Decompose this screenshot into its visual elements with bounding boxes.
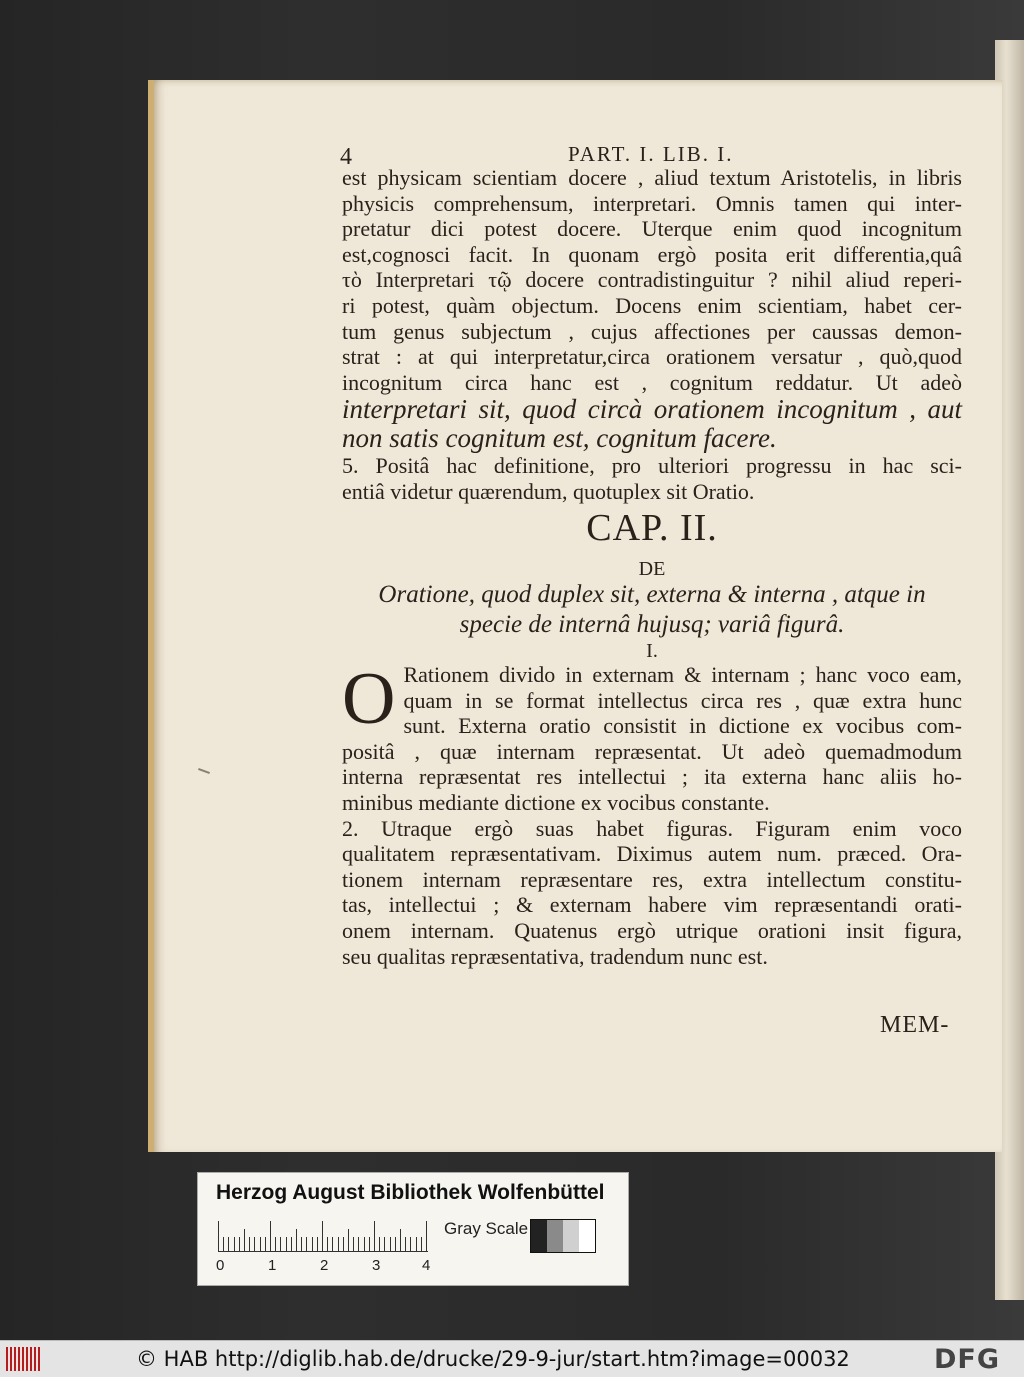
ruler-tick (254, 1237, 255, 1251)
ruler-number: 0 (216, 1257, 225, 1274)
ruler-number: 4 (422, 1257, 431, 1274)
barcode-bar (6, 1347, 8, 1371)
ruler-tick (390, 1237, 391, 1251)
barcode-bar (10, 1347, 12, 1371)
barcode-bar (18, 1347, 20, 1371)
text-line: strat : at qui interpretatur,circa orationem versatur , quò,quod (342, 344, 962, 370)
running-head: PART. I. LIB. I. (568, 142, 734, 166)
ruler-tick (260, 1237, 261, 1251)
ruler-tick (343, 1237, 344, 1251)
gray-swatch (563, 1220, 579, 1252)
text-line: ri potest, quàm objectum. Docens enim scientiam, habet cer- (342, 292, 962, 318)
chapter-subtitle (342, 580, 962, 640)
text-line: physicis comprehensum, interpretari. Omnis tamen qui inter- (342, 190, 962, 216)
barcode-bar (26, 1347, 28, 1371)
library-label-card (197, 1172, 629, 1286)
ruler-tick (353, 1237, 354, 1251)
ruler-tick (322, 1221, 323, 1251)
text-line: tas, intellectui ; & externam habere vim repræsentandi orati- (342, 892, 962, 918)
ruler-tick (312, 1237, 313, 1251)
gray-swatch (531, 1220, 547, 1252)
ruler-tick (369, 1237, 370, 1251)
ruler-tick (218, 1221, 219, 1251)
library-name: Herzog August Bibliothek Wolfenbüttel (216, 1181, 605, 1204)
italic-definition-line: interpretari sit, quod circà orationem incognitum , aut (342, 394, 962, 425)
footer-credit-link[interactable]: © HAB http://diglib.hab.de/drucke/29-9-jur/start.htm?image=00032 (136, 1347, 850, 1371)
text-line: interna repræsentat res intellectui ; ita externa hanc aliis ho- (342, 764, 962, 790)
text-line: est physicam scientiam docere , aliud textum Aristotelis, in libris (342, 165, 962, 190)
ruler-tick (296, 1229, 297, 1251)
paragraph-body (342, 658, 962, 969)
ruler-tick (291, 1237, 292, 1251)
ruler-tick (301, 1237, 302, 1251)
dfg-logo: DFG (934, 1344, 1001, 1375)
ruler-tick (410, 1237, 411, 1251)
chapter-subtitle-line: Oratione, quod duplex sit, externa & interna , atque in (378, 581, 926, 608)
ruler-tick (223, 1237, 224, 1251)
ruler-tick (426, 1221, 427, 1251)
ruler-tick (244, 1229, 245, 1251)
ruler-tick (275, 1237, 276, 1251)
ruler-number: 3 (372, 1257, 381, 1274)
text-line: sunt. Externa oratio consistit in dictione ex vocibus com- (403, 713, 962, 739)
ruler-tick (395, 1237, 396, 1251)
ruler-tick (306, 1237, 307, 1251)
text-line: minibus mediante dictione ex vocibus constante. (342, 789, 770, 815)
text-line: tum genus subjectum , cujus affectiones per caussas demon- (342, 318, 962, 344)
text-line: entiâ videtur quærendum, quotuplex sit Oratio. (342, 478, 755, 504)
text-line: positâ , quæ internam repræsentat. Ut adeò quemadmodum (342, 738, 962, 764)
barcode-bar (30, 1347, 32, 1371)
ruler-tick (338, 1237, 339, 1251)
gray-swatch (547, 1220, 563, 1252)
chapter-title: CAP. II. (586, 507, 718, 549)
ruler-tick (249, 1237, 250, 1251)
ruler-tick (327, 1237, 328, 1251)
ruler-tick (270, 1221, 271, 1251)
ruler-number: 1 (268, 1257, 277, 1274)
footer-bar (0, 1340, 1024, 1377)
ruler-tick (317, 1237, 318, 1251)
page-number: 4 (340, 144, 352, 170)
ruler-tick (405, 1237, 406, 1251)
measurement-ruler (218, 1217, 428, 1253)
gray-scale-label: Gray Scale (444, 1219, 529, 1238)
ruler-tick (379, 1237, 380, 1251)
text-line: onem internam. Quatenus ergò utrique orationi insit figura, (342, 917, 962, 943)
text-line: 2. Utraque ergò suas habet figuras. Figuram enim voco (342, 815, 962, 841)
ruler-tick (364, 1237, 365, 1251)
paragraph-top (342, 165, 962, 505)
ruler-tick (265, 1237, 266, 1251)
ruler-tick (384, 1237, 385, 1251)
text-line: incognitum circa hanc est , cognitum reddatur. Ut adeò (342, 369, 962, 395)
ruler-tick (358, 1237, 359, 1251)
ruler-tick (234, 1237, 235, 1251)
ruler-tick (280, 1237, 281, 1251)
ruler-tick (286, 1237, 287, 1251)
barcode-bar (22, 1347, 24, 1371)
barcode-bar (14, 1347, 16, 1371)
text-line: pretatur dici potest docere. Uterque enim quod incognitum (342, 216, 962, 242)
ruler-tick (421, 1237, 422, 1251)
ruler-tick (239, 1237, 240, 1251)
hab-barcode-icon (6, 1347, 40, 1371)
ruler-tick (374, 1221, 375, 1251)
text-line: τὸ Interpretari τῷ docere contradistinguitur ? nihil aliud reperi- (342, 267, 962, 293)
section-number: I. (646, 640, 658, 662)
text-line: est,cognosci facit. In quonam ergò posita erit differentia,quâ (342, 241, 962, 267)
gray-swatch (579, 1220, 595, 1252)
ruler-baseline (218, 1251, 428, 1252)
text-line: Rationem divido in externam & internam ; hanc voco eam, (403, 662, 962, 687)
chapter-subtitle-line: specie de internâ hujusq; variâ figurâ. (459, 611, 845, 638)
catchword: MEM- (880, 1012, 950, 1038)
gray-scale-swatches (530, 1219, 596, 1253)
text-line: seu qualitas repræsentativa, tradendum nunc est. (342, 943, 768, 969)
chapter-de: DE (638, 558, 666, 580)
barcode-bar (34, 1347, 36, 1371)
ruler-tick (228, 1237, 229, 1251)
ruler-tick (348, 1229, 349, 1251)
ruler-tick (416, 1237, 417, 1251)
drop-cap: O (342, 658, 396, 740)
ruler-tick (332, 1237, 333, 1251)
barcode-bar (38, 1347, 40, 1371)
text-line: tionem internam repræsentare res, extra intellectum constitu- (342, 866, 962, 892)
text-line: quam in se format intellectus circa res , quæ extra hunc (403, 687, 962, 713)
text-line: qualitatem repræsentativam. Diximus autem num. præced. Ora- (342, 841, 962, 867)
italic-definition-line: non satis cognitum est, cognitum facere. (342, 423, 777, 454)
ruler-tick (400, 1229, 401, 1251)
ruler-number: 2 (320, 1257, 329, 1274)
text-line: 5. Positâ hac definitione, pro ulteriori progressu in hac sci- (342, 453, 962, 479)
